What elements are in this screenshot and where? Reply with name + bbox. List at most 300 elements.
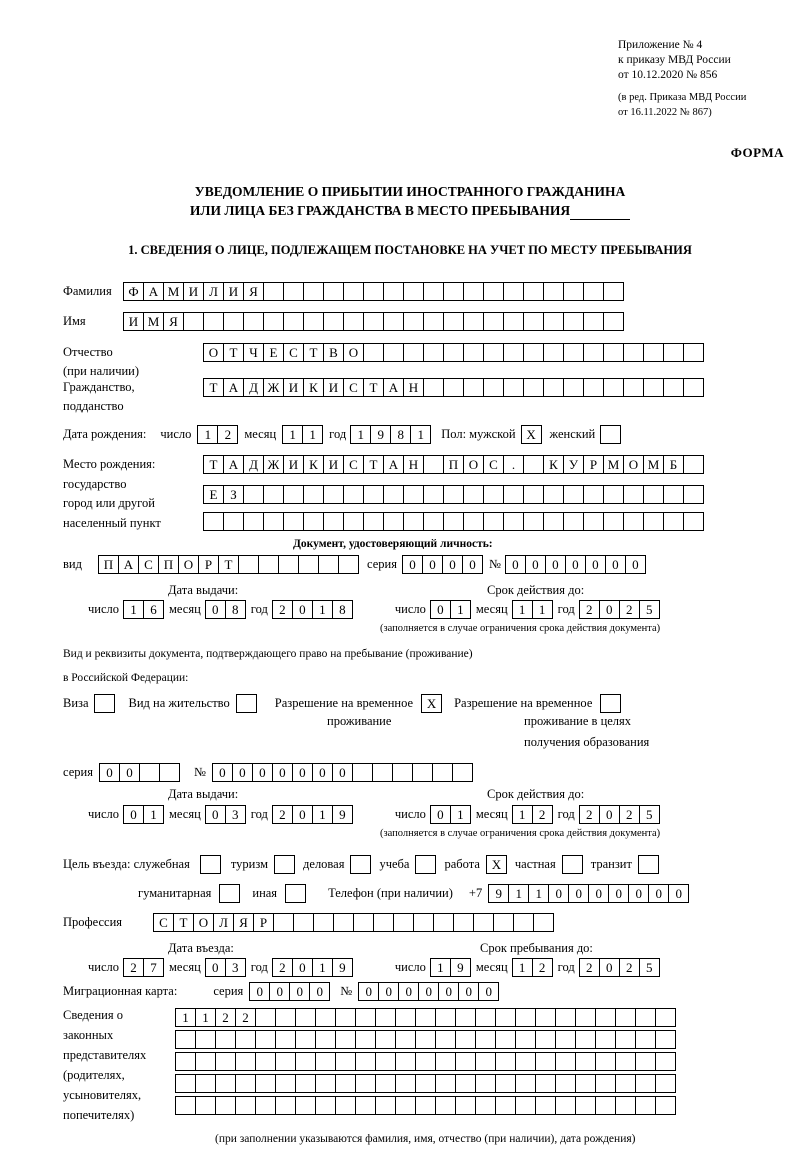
form-cell[interactable]: 9 [332,805,353,824]
form-cell[interactable]: О [178,555,199,574]
form-cell[interactable] [595,1074,616,1093]
form-cell[interactable] [273,913,294,932]
form-cell[interactable] [275,1008,296,1027]
form-cell[interactable] [355,1008,376,1027]
name-cells[interactable] [123,312,624,331]
form-cell[interactable] [543,512,564,531]
migration-number-cells[interactable] [358,982,499,1001]
form-cell[interactable] [195,1074,216,1093]
form-cell[interactable] [323,312,344,331]
form-cell[interactable] [523,378,544,397]
permit-issue-month-cells[interactable] [205,805,246,824]
form-cell[interactable] [515,1096,536,1115]
form-cell[interactable] [455,1052,476,1071]
form-cell[interactable]: 0 [462,555,483,574]
form-cell[interactable] [236,694,257,713]
doc-issue-day-cells[interactable] [123,600,164,619]
form-cell[interactable]: С [343,378,364,397]
form-cell[interactable] [503,312,524,331]
form-cell[interactable]: 1 [312,600,333,619]
form-cell[interactable] [275,1030,296,1049]
form-cell[interactable] [303,485,324,504]
form-cell[interactable] [423,282,444,301]
form-cell[interactable]: В [323,343,344,362]
form-cell[interactable] [555,1008,576,1027]
form-cell[interactable] [415,1052,436,1071]
form-cell[interactable]: 0 [252,763,273,782]
form-cell[interactable]: 0 [418,982,439,1001]
form-cell[interactable]: А [143,282,164,301]
form-cell[interactable]: 0 [625,555,646,574]
form-cell[interactable] [238,555,259,574]
form-cell[interactable] [435,1008,456,1027]
form-cell[interactable] [175,1030,196,1049]
form-cell[interactable] [403,312,424,331]
form-cell[interactable] [583,312,604,331]
form-cell[interactable] [255,1096,276,1115]
form-cell[interactable] [443,485,464,504]
form-cell[interactable]: И [323,378,344,397]
form-cell[interactable]: Р [198,555,219,574]
form-cell[interactable]: А [383,455,404,474]
form-cell[interactable]: 0 [599,958,620,977]
form-cell[interactable]: 0 [232,763,253,782]
form-cell[interactable]: С [483,455,504,474]
form-cell[interactable]: 1 [528,884,549,903]
form-cell[interactable] [575,1074,596,1093]
birthplace-cells-line-2[interactable] [203,485,704,504]
form-cell[interactable]: 0 [525,555,546,574]
form-cell[interactable] [463,485,484,504]
birthplace-cells-line-1[interactable] [203,455,704,474]
form-cell[interactable] [635,1008,656,1027]
form-cell[interactable] [283,512,304,531]
form-cell[interactable] [435,1030,456,1049]
temp-residence-checkbox[interactable] [421,694,442,713]
form-cell[interactable]: 2 [272,958,293,977]
form-cell[interactable]: 0 [628,884,649,903]
doc-issue-month-cells[interactable] [205,600,246,619]
form-cell[interactable]: 1 [175,1008,196,1027]
form-cell[interactable]: 1 [197,425,218,444]
form-cell[interactable] [395,1030,416,1049]
form-cell[interactable] [395,1008,416,1027]
doc-valid-day-cells[interactable] [430,600,471,619]
form-cell[interactable] [200,855,221,874]
form-cell[interactable] [483,378,504,397]
form-cell[interactable]: 0 [565,555,586,574]
form-cell[interactable] [363,485,384,504]
form-cell[interactable]: 2 [217,425,238,444]
form-cell[interactable] [535,1030,556,1049]
form-cell[interactable] [338,555,359,574]
doc-series-cells[interactable] [402,555,483,574]
form-cell[interactable]: Т [223,343,244,362]
form-cell[interactable] [215,1052,236,1071]
form-cell[interactable]: Т [303,343,324,362]
form-cell[interactable] [575,1008,596,1027]
form-cell[interactable] [235,1030,256,1049]
doc-kind-cells[interactable] [98,555,359,574]
form-cell[interactable] [535,1052,556,1071]
entry-year-cells[interactable] [272,958,353,977]
form-cell[interactable] [543,282,564,301]
form-cell[interactable] [335,1008,356,1027]
purpose-service-checkbox[interactable] [200,855,221,874]
form-cell[interactable] [452,763,473,782]
form-cell[interactable]: . [503,455,524,474]
form-cell[interactable]: 5 [639,805,660,824]
form-cell[interactable]: 0 [599,600,620,619]
form-cell[interactable] [463,282,484,301]
migration-series-cells[interactable] [249,982,330,1001]
form-cell[interactable] [375,1074,396,1093]
form-cell[interactable] [350,855,371,874]
form-cell[interactable]: С [153,913,174,932]
form-cell[interactable] [483,512,504,531]
form-cell[interactable] [503,282,524,301]
form-cell[interactable] [255,1030,276,1049]
form-cell[interactable] [603,378,624,397]
form-cell[interactable]: Т [203,378,224,397]
form-cell[interactable] [323,282,344,301]
form-cell[interactable] [455,1008,476,1027]
form-cell[interactable] [223,312,244,331]
form-cell[interactable] [323,485,344,504]
form-cell[interactable]: 1 [312,958,333,977]
form-cell[interactable]: А [223,455,244,474]
form-cell[interactable]: П [443,455,464,474]
form-cell[interactable]: И [223,282,244,301]
form-cell[interactable] [318,555,339,574]
form-cell[interactable] [495,1096,516,1115]
form-cell[interactable] [595,1008,616,1027]
form-cell[interactable] [583,282,604,301]
form-cell[interactable] [395,1052,416,1071]
form-cell[interactable] [355,1096,376,1115]
form-cell[interactable] [475,1096,496,1115]
purpose-study-checkbox[interactable] [415,855,436,874]
form-cell[interactable] [335,1074,356,1093]
form-cell[interactable]: 2 [579,600,600,619]
form-cell[interactable]: 0 [545,555,566,574]
form-cell[interactable]: 0 [588,884,609,903]
form-cell[interactable] [463,312,484,331]
form-cell[interactable]: Х [486,855,507,874]
form-cell[interactable] [343,485,364,504]
form-cell[interactable] [655,1052,676,1071]
form-cell[interactable] [683,378,704,397]
form-cell[interactable] [495,1074,516,1093]
form-cell[interactable] [555,1096,576,1115]
form-cell[interactable]: 2 [579,805,600,824]
form-cell[interactable]: П [158,555,179,574]
form-cell[interactable] [535,1008,556,1027]
form-cell[interactable] [635,1074,656,1093]
form-cell[interactable] [243,312,264,331]
form-cell[interactable] [575,1052,596,1071]
form-cell[interactable] [263,282,284,301]
form-cell[interactable] [643,485,664,504]
form-cell[interactable]: 2 [215,1008,236,1027]
form-cell[interactable] [415,1008,436,1027]
form-cell[interactable]: 1 [312,805,333,824]
form-cell[interactable] [263,485,284,504]
patronymic-cells[interactable] [203,343,704,362]
form-cell[interactable] [295,1074,316,1093]
entry-day-cells[interactable] [123,958,164,977]
form-cell[interactable]: П [98,555,119,574]
form-cell[interactable] [575,1096,596,1115]
legal-rep-cells-1[interactable] [175,1008,676,1027]
form-cell[interactable]: А [223,378,244,397]
form-cell[interactable] [535,1096,556,1115]
form-cell[interactable]: 1 [350,425,371,444]
residence-permit-checkbox[interactable] [236,694,257,713]
form-cell[interactable] [615,1030,636,1049]
form-cell[interactable] [298,555,319,574]
form-cell[interactable] [595,1052,616,1071]
form-cell[interactable]: З [223,485,244,504]
form-cell[interactable] [495,1008,516,1027]
form-cell[interactable]: 9 [488,884,509,903]
form-cell[interactable]: 1 [123,600,144,619]
form-cell[interactable] [403,512,424,531]
form-cell[interactable]: 0 [402,555,423,574]
form-cell[interactable]: 1 [143,805,164,824]
form-cell[interactable]: И [283,378,304,397]
form-cell[interactable]: Р [253,913,274,932]
form-cell[interactable] [223,512,244,531]
form-cell[interactable] [423,485,444,504]
form-cell[interactable] [383,282,404,301]
form-cell[interactable] [363,282,384,301]
form-cell[interactable]: 0 [312,763,333,782]
form-cell[interactable] [523,455,544,474]
form-cell[interactable] [483,343,504,362]
form-cell[interactable] [515,1008,536,1027]
form-cell[interactable]: 0 [292,958,313,977]
form-cell[interactable]: Л [213,913,234,932]
form-cell[interactable]: М [603,455,624,474]
form-cell[interactable]: 0 [430,805,451,824]
form-cell[interactable] [243,512,264,531]
form-cell[interactable] [483,485,504,504]
legal-rep-cells-2[interactable] [175,1030,676,1049]
form-cell[interactable]: Т [173,913,194,932]
form-cell[interactable]: 1 [512,958,533,977]
form-cell[interactable]: 1 [282,425,303,444]
form-cell[interactable] [313,913,334,932]
form-cell[interactable] [195,1096,216,1115]
form-cell[interactable] [615,1074,636,1093]
form-cell[interactable] [615,1052,636,1071]
form-cell[interactable]: Е [203,485,224,504]
form-cell[interactable] [295,1030,316,1049]
form-cell[interactable]: 1 [430,958,451,977]
form-cell[interactable] [563,378,584,397]
form-cell[interactable] [315,1074,336,1093]
form-cell[interactable] [555,1074,576,1093]
form-cell[interactable] [483,312,504,331]
form-cell[interactable] [535,1074,556,1093]
legal-rep-cells-4[interactable] [175,1074,676,1093]
form-cell[interactable] [255,1052,276,1071]
form-cell[interactable] [523,312,544,331]
form-cell[interactable] [543,485,564,504]
form-cell[interactable]: 0 [398,982,419,1001]
form-cell[interactable] [455,1096,476,1115]
form-cell[interactable]: М [163,282,184,301]
form-cell[interactable] [623,378,644,397]
form-cell[interactable] [443,378,464,397]
form-cell[interactable]: О [193,913,214,932]
form-cell[interactable] [475,1074,496,1093]
form-cell[interactable]: А [118,555,139,574]
form-cell[interactable] [643,378,664,397]
form-cell[interactable] [523,512,544,531]
form-cell[interactable]: Т [203,455,224,474]
form-cell[interactable]: 1 [512,805,533,824]
form-cell[interactable]: 0 [378,982,399,1001]
form-cell[interactable] [335,1096,356,1115]
form-cell[interactable] [303,312,324,331]
purpose-humanitarian-checkbox[interactable] [219,884,240,903]
form-cell[interactable] [295,1096,316,1115]
form-cell[interactable] [263,512,284,531]
form-cell[interactable] [495,1052,516,1071]
form-cell[interactable] [503,485,524,504]
form-cell[interactable] [395,1074,416,1093]
form-cell[interactable]: С [283,343,304,362]
form-cell[interactable] [303,512,324,531]
form-cell[interactable]: 0 [249,982,270,1001]
form-cell[interactable] [635,1030,656,1049]
form-cell[interactable]: 0 [332,763,353,782]
form-cell[interactable]: О [463,455,484,474]
form-cell[interactable]: 2 [619,805,640,824]
form-cell[interactable] [375,1052,396,1071]
form-cell[interactable] [683,455,704,474]
form-cell[interactable] [555,1030,576,1049]
form-cell[interactable] [352,763,373,782]
form-cell[interactable] [463,378,484,397]
form-cell[interactable] [475,1052,496,1071]
form-cell[interactable] [563,512,584,531]
form-cell[interactable] [315,1096,336,1115]
form-cell[interactable]: 1 [410,425,431,444]
form-cell[interactable]: 0 [608,884,629,903]
form-cell[interactable] [255,1074,276,1093]
form-cell[interactable] [595,1030,616,1049]
form-cell[interactable]: 0 [648,884,669,903]
form-cell[interactable] [363,512,384,531]
form-cell[interactable]: О [343,343,364,362]
form-cell[interactable]: К [543,455,564,474]
form-cell[interactable] [513,913,534,932]
form-cell[interactable] [523,343,544,362]
form-cell[interactable] [575,1030,596,1049]
form-cell[interactable] [315,1030,336,1049]
form-cell[interactable]: Т [363,455,384,474]
form-cell[interactable]: 2 [235,1008,256,1027]
form-cell[interactable]: Е [263,343,284,362]
form-cell[interactable] [423,378,444,397]
form-cell[interactable] [435,1052,456,1071]
stay-day-cells[interactable] [430,958,471,977]
form-cell[interactable] [293,913,314,932]
form-cell[interactable]: И [323,455,344,474]
form-cell[interactable]: Т [218,555,239,574]
stay-month-cells[interactable] [512,958,553,977]
form-cell[interactable] [355,1074,376,1093]
form-cell[interactable] [623,343,644,362]
form-cell[interactable]: Я [233,913,254,932]
form-cell[interactable] [683,512,704,531]
form-cell[interactable]: 0 [605,555,626,574]
form-cell[interactable]: Д [243,378,264,397]
form-cell[interactable] [493,913,514,932]
form-cell[interactable] [258,555,279,574]
form-cell[interactable]: 0 [430,600,451,619]
form-cell[interactable] [655,1030,676,1049]
form-cell[interactable]: 0 [119,763,140,782]
phone-cells[interactable] [488,884,689,903]
form-cell[interactable] [475,1008,496,1027]
form-cell[interactable] [139,763,160,782]
visa-checkbox[interactable] [94,694,115,713]
birth-year-cells[interactable] [350,425,431,444]
form-cell[interactable] [195,1052,216,1071]
form-cell[interactable]: Н [403,455,424,474]
form-cell[interactable]: 1 [532,600,553,619]
form-cell[interactable] [355,1052,376,1071]
doc-number-cells[interactable] [505,555,646,574]
form-cell[interactable]: И [283,455,304,474]
entry-month-cells[interactable] [205,958,246,977]
form-cell[interactable] [94,694,115,713]
form-cell[interactable] [663,343,684,362]
form-cell[interactable] [323,512,344,531]
form-cell[interactable] [423,343,444,362]
form-cell[interactable] [635,1096,656,1115]
surname-cells[interactable] [123,282,624,301]
purpose-tourism-checkbox[interactable] [274,855,295,874]
form-cell[interactable] [333,913,354,932]
form-cell[interactable] [278,555,299,574]
form-cell[interactable] [315,1052,336,1071]
form-cell[interactable] [683,485,704,504]
form-cell[interactable] [363,343,384,362]
form-cell[interactable]: К [303,378,324,397]
form-cell[interactable] [600,425,621,444]
form-cell[interactable]: 0 [585,555,606,574]
purpose-other-checkbox[interactable] [285,884,306,903]
form-cell[interactable]: 1 [508,884,529,903]
legal-rep-cells-5[interactable] [175,1096,676,1115]
form-cell[interactable]: 0 [205,600,226,619]
permit-valid-day-cells[interactable] [430,805,471,824]
form-cell[interactable]: К [303,455,324,474]
form-cell[interactable]: 0 [668,884,689,903]
form-cell[interactable] [275,1052,296,1071]
form-cell[interactable]: 2 [123,958,144,977]
form-cell[interactable] [343,512,364,531]
form-cell[interactable]: Я [243,282,264,301]
form-cell[interactable] [495,1030,516,1049]
form-cell[interactable]: 0 [289,982,310,1001]
form-cell[interactable]: 0 [292,600,313,619]
